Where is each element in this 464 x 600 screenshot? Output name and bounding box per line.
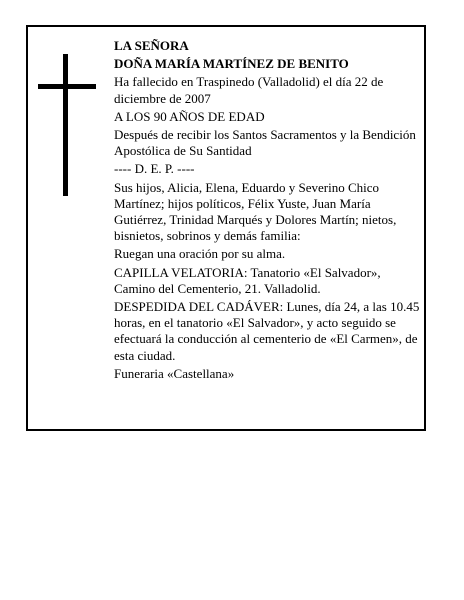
title-line: LA SEÑORA bbox=[114, 38, 189, 53]
rip-line: ---- D. E. P. ---- bbox=[114, 161, 195, 177]
deceased-name: DOÑA MARÍA MARTÍNEZ DE BENITO bbox=[114, 56, 349, 72]
cross-horizontal-bar bbox=[38, 84, 96, 89]
cross-icon bbox=[38, 54, 96, 196]
age-line: A LOS 90 AÑOS DE EDAD bbox=[114, 108, 265, 124]
prayer-request: Ruegan una oración por su alma. bbox=[114, 246, 286, 262]
funeral-home: Funeraria «Castellana» bbox=[114, 365, 235, 381]
farewell-info: DESPEDIDA DEL CADÁVER: Lunes, día 24, a las 10.45 horas, en el tanatorio «El Salvador», y acto seguido se efectuará la conducción al cementerio de «El Carmen», de esta ciudad. bbox=[114, 299, 420, 363]
sacraments-line: Después de recibir los Santos Sacramentos y la Bendición Apostólica de Su Santidad bbox=[114, 127, 416, 159]
notice-text bbox=[114, 38, 422, 384]
death-info: Ha fallecido en Traspinedo (Valladolid) el día 22 de diciembre de 2007 bbox=[114, 74, 384, 106]
chapel-info: CAPILLA VELATORIA: Tanatorio «El Salvador», Camino del Cementerio, 21. Valladolid. bbox=[114, 264, 381, 296]
cross-vertical-bar bbox=[63, 54, 68, 196]
family-list: Sus hijos, Alicia, Elena, Eduardo y Severino Chico Martínez; hijos políticos, Félix Yuste, Juan María Gutiérrez, Trinidad Marqués y Dolores Martín; nietos, bisnietos, sobrinos y demás familia: bbox=[114, 179, 397, 244]
